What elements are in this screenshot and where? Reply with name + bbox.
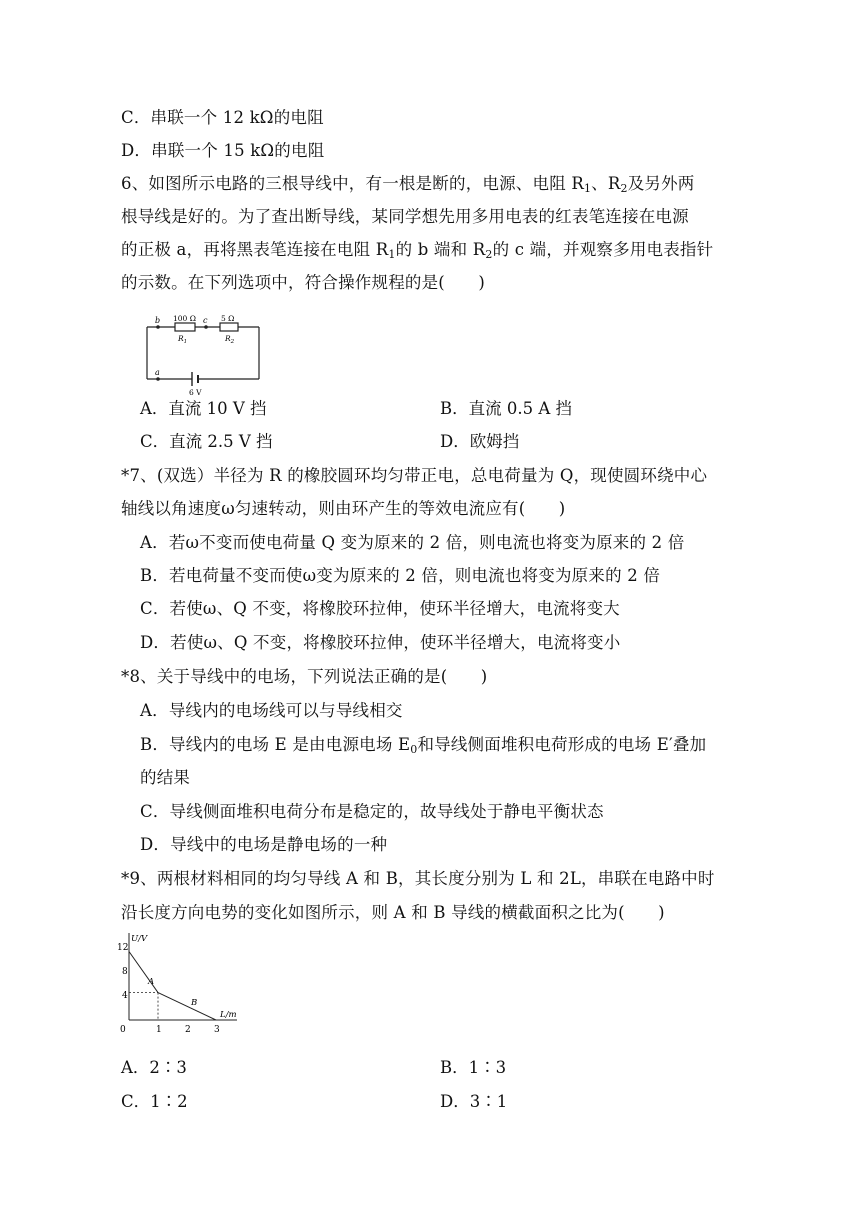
resistor-r2 (220, 323, 238, 331)
q6-text: 、R (591, 174, 621, 193)
q9-option-d: D．3∶1 (440, 1092, 508, 1111)
q7-option-a: A．若ω不变而使电荷量 Q 变为原来的 2 倍，则电流也将变为原来的 2 倍 (140, 533, 685, 552)
node-c (204, 325, 208, 329)
x-axis-label: L/m (220, 1010, 237, 1020)
q8-option-b (140, 735, 706, 760)
q6-text: 的正极 a，再将黑表笔连接在电阻 R (121, 240, 389, 259)
q7-option-b: B．若电荷量不变而使ω变为原来的 2 倍，则电流也将变为原来的 2 倍 (140, 566, 661, 585)
q6-option-b: B．直流 0.5 A 挡 (440, 399, 573, 418)
node-b (156, 325, 160, 329)
r1-value: 100 Ω (173, 314, 196, 323)
x-tick-1: 1 (156, 1025, 162, 1035)
segment-a-label: A (148, 977, 155, 987)
q8-option-b-cont: 的结果 (140, 768, 191, 787)
q8-option-a: A．导线内的电场线可以与导线相交 (140, 701, 403, 720)
q6-option-a: A．直流 10 V 挡 (140, 399, 267, 418)
y-tick-4: 4 (122, 991, 128, 1001)
x-tick-2: 2 (185, 1025, 191, 1035)
y-tick-12: 12 (117, 943, 129, 953)
q6-text: 及另外两 (627, 174, 695, 193)
node-a (156, 377, 160, 381)
q6-line-4: 的示数。在下列选项中，符合操作规程的是( ) (121, 273, 485, 292)
q9-line-1: *9、两根材料相同的均匀导线 A 和 B，其长度分别为 L 和 2L，串联在电路中时 (121, 869, 715, 888)
subscript: 1 (388, 248, 396, 261)
q8-option-c: C．导线侧面堆积电荷分布是稳定的，故导线处于静电平衡状态 (140, 802, 604, 821)
circuit-diagram (140, 313, 264, 397)
q5-option-d: D．串联一个 15 kΩ的电阻 (121, 141, 325, 160)
origin-label: 0 (120, 1025, 126, 1035)
q8-text: B．导线内的电场 E 是由电源电场 E (140, 735, 411, 754)
label-b: b (155, 316, 161, 325)
q9-option-a: A．2∶3 (121, 1058, 187, 1077)
r2-value: 5 Ω (221, 314, 235, 323)
x-tick-3: 3 (214, 1025, 220, 1035)
q6-line-3 (121, 240, 713, 265)
q9-option-c: C．1∶2 (121, 1092, 188, 1111)
q9-line-2: 沿长度方向电势的变化如图所示，则 A 和 B 导线的横截面积之比为( ) (121, 903, 665, 922)
subscript: 1 (583, 182, 592, 195)
r1-label: $R_1$ (178, 334, 188, 345)
q6-text: 的 b 端和 R (395, 240, 486, 259)
q8-line-1: *8、关于导线中的电场，下列说法正确的是( ) (121, 667, 488, 686)
q7-option-c: C．若使ω、Q 不变，将橡胶环拉伸，使环半径增大，电流将变大 (140, 599, 620, 618)
q9-option-b: B．1∶3 (440, 1058, 507, 1077)
q7-line-2: 轴线以角速度ω匀速转动，则由环产生的等效电流应有( ) (121, 499, 566, 518)
r2-label: $R_2$ (225, 334, 235, 345)
battery-voltage: 6 V (189, 388, 202, 397)
potential-graph (112, 928, 244, 1036)
subscript: 2 (485, 248, 493, 261)
label-c: c (203, 316, 208, 325)
y-tick-8: 8 (122, 967, 128, 977)
y-axis-label: U/V (131, 934, 148, 944)
series-line-B (158, 993, 216, 1020)
q8-option-d: D．导线中的电场是静电场的一种 (140, 835, 388, 854)
label-a: a (155, 368, 160, 377)
resistor-r1 (175, 323, 195, 331)
q8-text: 和导线侧面堆积电荷形成的电场 E′叠加 (417, 735, 707, 754)
q5-option-c: C．串联一个 12 kΩ的电阻 (121, 108, 324, 127)
q7-option-d: D．若使ω、Q 不变，将橡胶环拉伸，使环半径增大，电流将变小 (140, 633, 621, 652)
segment-b-label: B (191, 998, 198, 1008)
series-line-A (129, 952, 158, 993)
q6-line-2: 根导线是好的。为了查出断导线，某同学想先用多用电表的红表笔连接在电源 (121, 207, 689, 226)
q6-text: 6、如图所示电路的三根导线中，有一根是断的，电源、电阻 R (121, 174, 584, 193)
q6-option-c: C．直流 2.5 V 挡 (140, 432, 273, 451)
q6-option-d: D．欧姆挡 (440, 432, 520, 451)
subscript: 2 (620, 182, 628, 195)
q6-line-1 (121, 174, 695, 199)
subscript: 0 (410, 743, 418, 756)
q6-text: 的 c 端，并观察多用电表指针 (492, 240, 714, 259)
q7-line-1: *7、(双选）半径为 R 的橡胶圆环均匀带正电，总电荷量为 Q，现使圆环绕中心 (121, 466, 708, 485)
